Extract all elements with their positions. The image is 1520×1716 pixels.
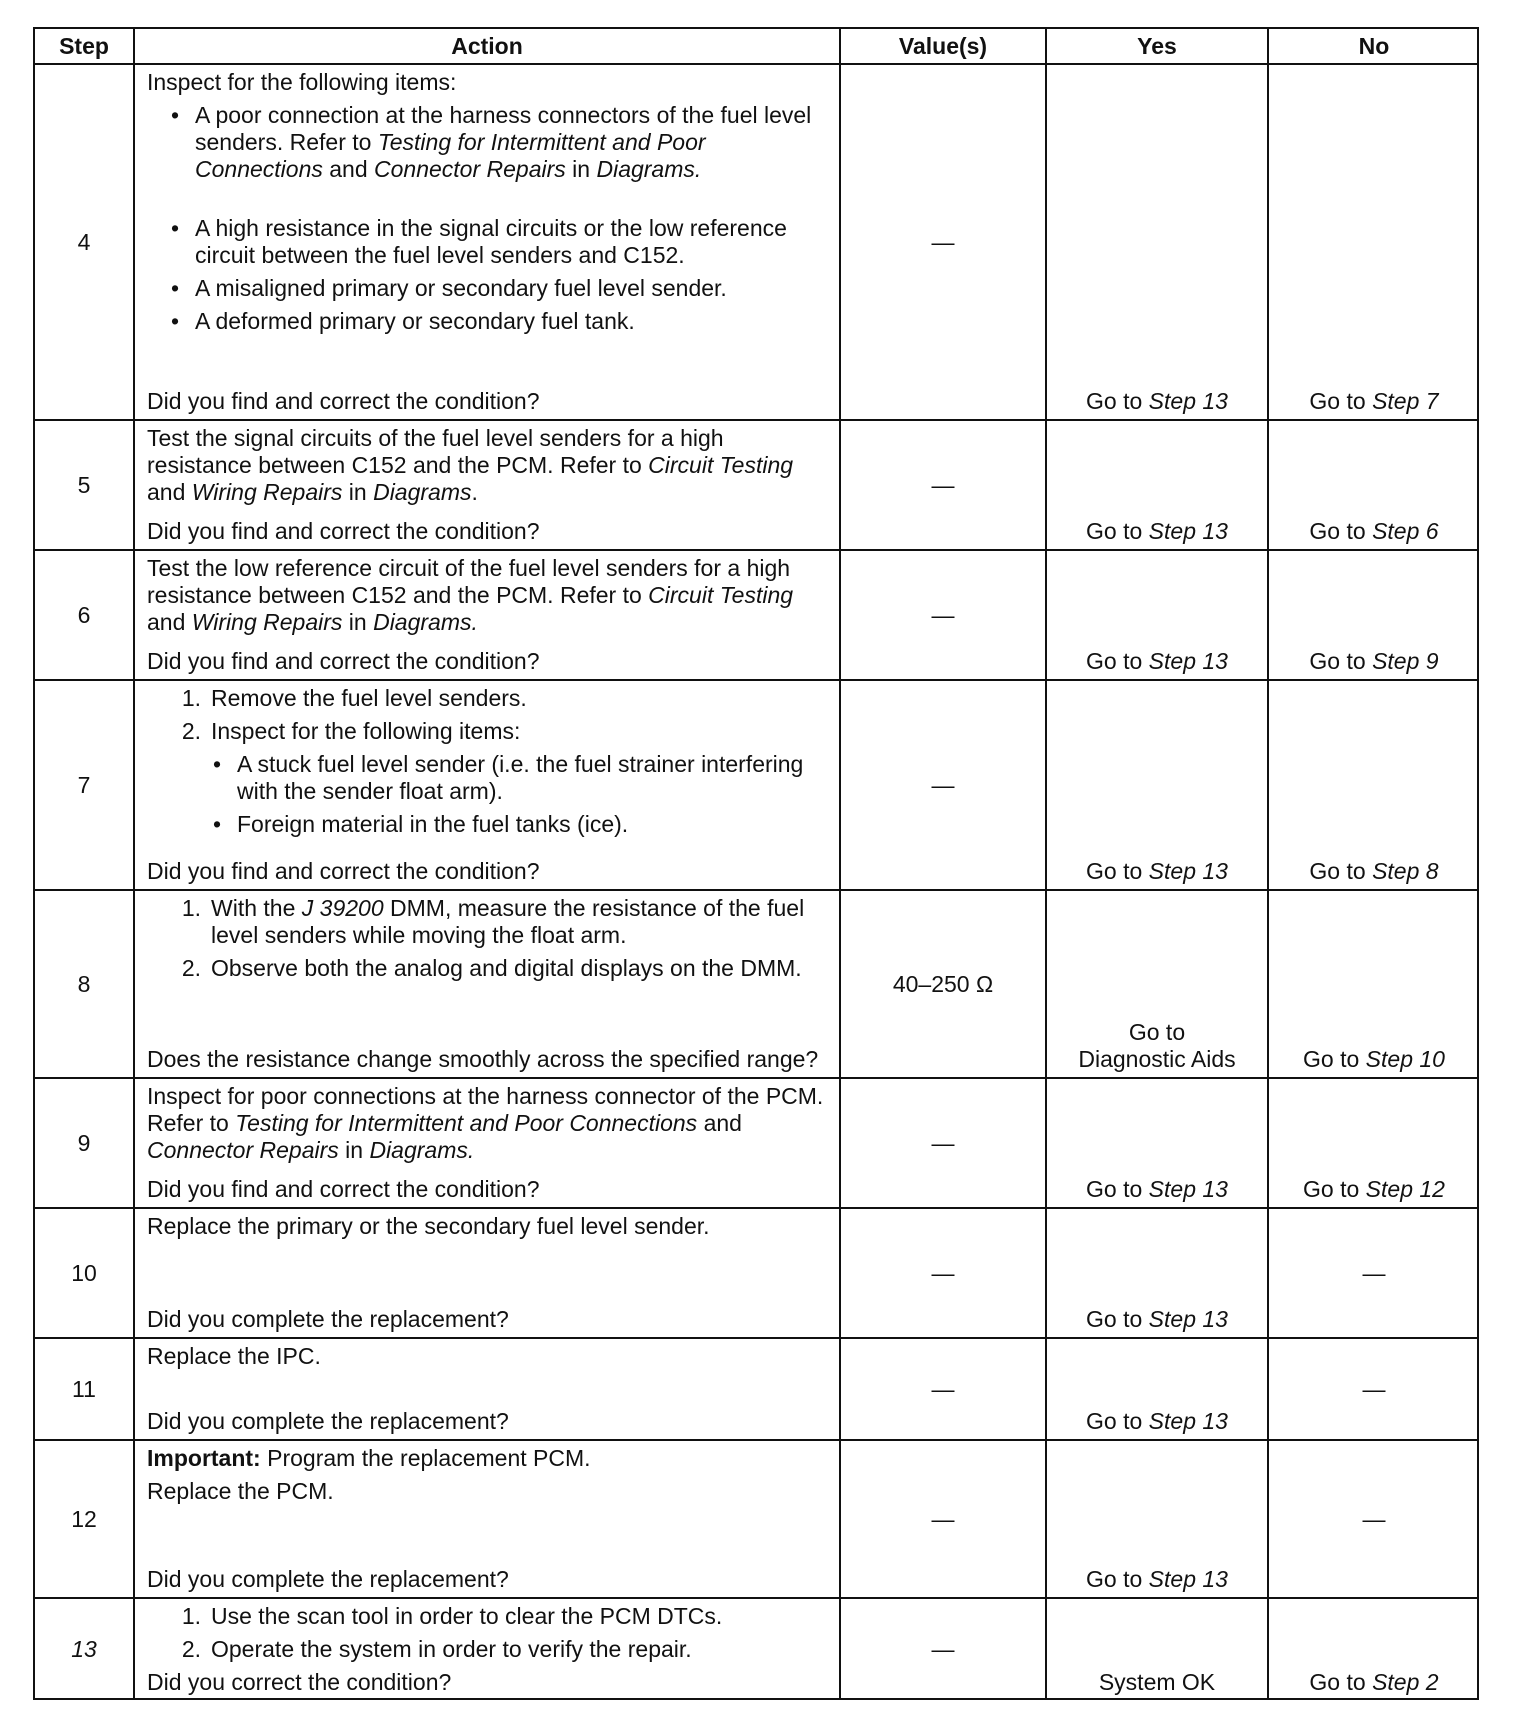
table-row xyxy=(35,891,1477,1079)
action-cell xyxy=(135,1599,839,1700)
step-number: 9 xyxy=(77,1129,91,1156)
action-question: Did you complete the replacement? xyxy=(147,1306,509,1332)
step-number: 8 xyxy=(77,970,91,997)
yes-cell: Go to Step 13 xyxy=(1086,648,1228,674)
action-intro: Inspect for the following items: xyxy=(147,69,457,95)
numbered-item: 1. Remove the fuel level senders. xyxy=(181,685,527,711)
value-cell: — xyxy=(931,1259,955,1286)
step-number: 13 xyxy=(71,1636,97,1662)
yes-cell: Go to Step 13 xyxy=(1086,1306,1228,1332)
table-row xyxy=(35,1441,1477,1599)
bullet-item: • A deformed primary or secondary fuel tank. xyxy=(171,308,635,334)
value-cell: — xyxy=(931,228,955,255)
step-number: 6 xyxy=(77,601,91,628)
step-number: 12 xyxy=(71,1505,97,1532)
yes-cell: Go to Step 13 xyxy=(1086,1566,1228,1592)
table-row xyxy=(35,681,1477,891)
numbered-item: 1. Use the scan tool in order to clear the PCM DTCs. xyxy=(181,1603,723,1629)
value-cell: — xyxy=(931,1375,955,1402)
yes-cell: System OK xyxy=(1098,1669,1216,1695)
numbered-item: 2. Inspect for the following items: xyxy=(181,718,521,744)
action-text: Replace the primary or the secondary fuel level sender. xyxy=(147,1213,710,1239)
yes-cell: Go to Step 13 xyxy=(1086,518,1228,544)
action-cell xyxy=(135,1339,839,1439)
table-row xyxy=(35,1209,1477,1339)
no-cell: — xyxy=(1362,1375,1386,1402)
action-cell xyxy=(135,551,839,679)
table-row xyxy=(35,1079,1477,1209)
value-cell: — xyxy=(931,601,955,628)
header-yes: Yes xyxy=(1137,32,1177,59)
value-cell: — xyxy=(931,771,955,798)
bullet-item: • Foreign material in the fuel tanks (ice). xyxy=(213,811,629,837)
bullet-item: • A stuck fuel level sender (i.e. the fuel strainer interfering with the sender float arm). xyxy=(213,751,804,804)
no-cell: — xyxy=(1362,1505,1386,1532)
action-question: Did you find and correct the condition? xyxy=(147,388,540,414)
action-cell xyxy=(135,1209,839,1337)
action-text: Replace the IPC. xyxy=(147,1343,321,1369)
table-row xyxy=(35,1339,1477,1441)
action-question: Did you complete the replacement? xyxy=(147,1408,509,1434)
step-number: 7 xyxy=(77,771,91,798)
yes-cell: Go to Step 13 xyxy=(1086,388,1228,414)
value-cell: — xyxy=(931,1505,955,1532)
no-cell: Go to Step 7 xyxy=(1309,388,1439,414)
no-cell: Go to Step 6 xyxy=(1309,518,1439,544)
important-note: Important: Program the replacement PCM. xyxy=(147,1445,591,1471)
header-action: Action xyxy=(451,32,523,59)
table-row xyxy=(35,551,1477,681)
header-no: No xyxy=(1358,32,1390,59)
table-row xyxy=(35,65,1477,421)
action-question: Did you find and correct the condition? xyxy=(147,858,540,884)
numbered-item: 2. Observe both the analog and digital displays on the DMM. xyxy=(181,955,802,981)
action-question: Did you correct the condition? xyxy=(147,1669,452,1695)
step-number: 4 xyxy=(77,228,91,255)
action-question: Did you find and correct the condition? xyxy=(147,518,540,544)
action-question: Did you find and correct the condition? xyxy=(147,648,540,674)
action-text: Replace the PCM. xyxy=(147,1478,334,1504)
header-values: Value(s) xyxy=(898,32,988,59)
action-question: Does the resistance change smoothly across the specified range? xyxy=(147,1046,819,1072)
step-number: 5 xyxy=(77,471,91,498)
bullet-item: • A high resistance in the signal circuits or the low reference circuit between the fuel level senders and C152. xyxy=(171,215,787,268)
yes-cell: Go to Step 13 xyxy=(1086,1408,1228,1434)
no-cell: — xyxy=(1362,1259,1386,1286)
action-text: Test the low reference circuit of the fuel level senders for a high resistance between C152 and the PCM. Refer to Circuit Testing and Wiring Repairs in Diagrams. xyxy=(147,555,794,635)
table-row xyxy=(35,1599,1477,1700)
no-cell: Go to Step 2 xyxy=(1309,1669,1439,1695)
value-cell: — xyxy=(931,471,955,498)
table-header xyxy=(35,29,1477,65)
header-step: Step xyxy=(59,32,109,59)
step-number: 10 xyxy=(71,1259,97,1286)
value-cell: — xyxy=(931,1636,955,1662)
yes-cell: Go to Step 13 xyxy=(1086,1176,1228,1202)
no-cell: Go to Step 10 xyxy=(1303,1046,1445,1072)
numbered-item: 2. Operate the system in order to verify the repair. xyxy=(181,1636,692,1662)
action-cell xyxy=(135,65,839,419)
bullet-item: • A misaligned primary or secondary fuel level sender. xyxy=(171,275,727,301)
yes-cell: Go to Step 13 xyxy=(1086,858,1228,884)
action-cell xyxy=(135,421,839,549)
value-cell: 40–250 Ω xyxy=(892,970,994,997)
action-question: Did you find and correct the condition? xyxy=(147,1176,540,1202)
no-cell: Go to Step 12 xyxy=(1303,1176,1445,1202)
action-text: Inspect for poor connections at the harness connector of the PCM. Refer to Testing for Intermittent and Poor Connections and Connector Repairs in Diagrams. xyxy=(147,1083,824,1163)
bullet-item: • A poor connection at the harness connectors of the fuel level senders. Refer to Testing for Intermittent and Poor Connections and Connector Repairs in Diagrams. xyxy=(171,102,812,182)
action-cell xyxy=(135,1441,839,1597)
yes-cell: Go to Diagnostic Aids xyxy=(1078,1019,1236,1072)
value-cell: — xyxy=(931,1129,955,1156)
step-number: 11 xyxy=(72,1375,96,1402)
action-cell xyxy=(135,891,839,1077)
action-cell xyxy=(135,681,839,889)
table-row xyxy=(35,421,1477,551)
no-cell: Go to Step 8 xyxy=(1309,858,1439,884)
no-cell: Go to Step 9 xyxy=(1309,648,1439,674)
diagnostic-table xyxy=(33,27,1479,1700)
action-question: Did you complete the replacement? xyxy=(147,1566,509,1592)
action-cell xyxy=(135,1079,839,1207)
numbered-item: 1. With the J 39200 DMM, measure the resistance of the fuel level senders while moving the float arm. xyxy=(181,895,805,948)
action-text: Test the signal circuits of the fuel level senders for a high resistance between C152 and the PCM. Refer to Circuit Testing and Wiring Repairs in Diagrams. xyxy=(147,425,794,505)
